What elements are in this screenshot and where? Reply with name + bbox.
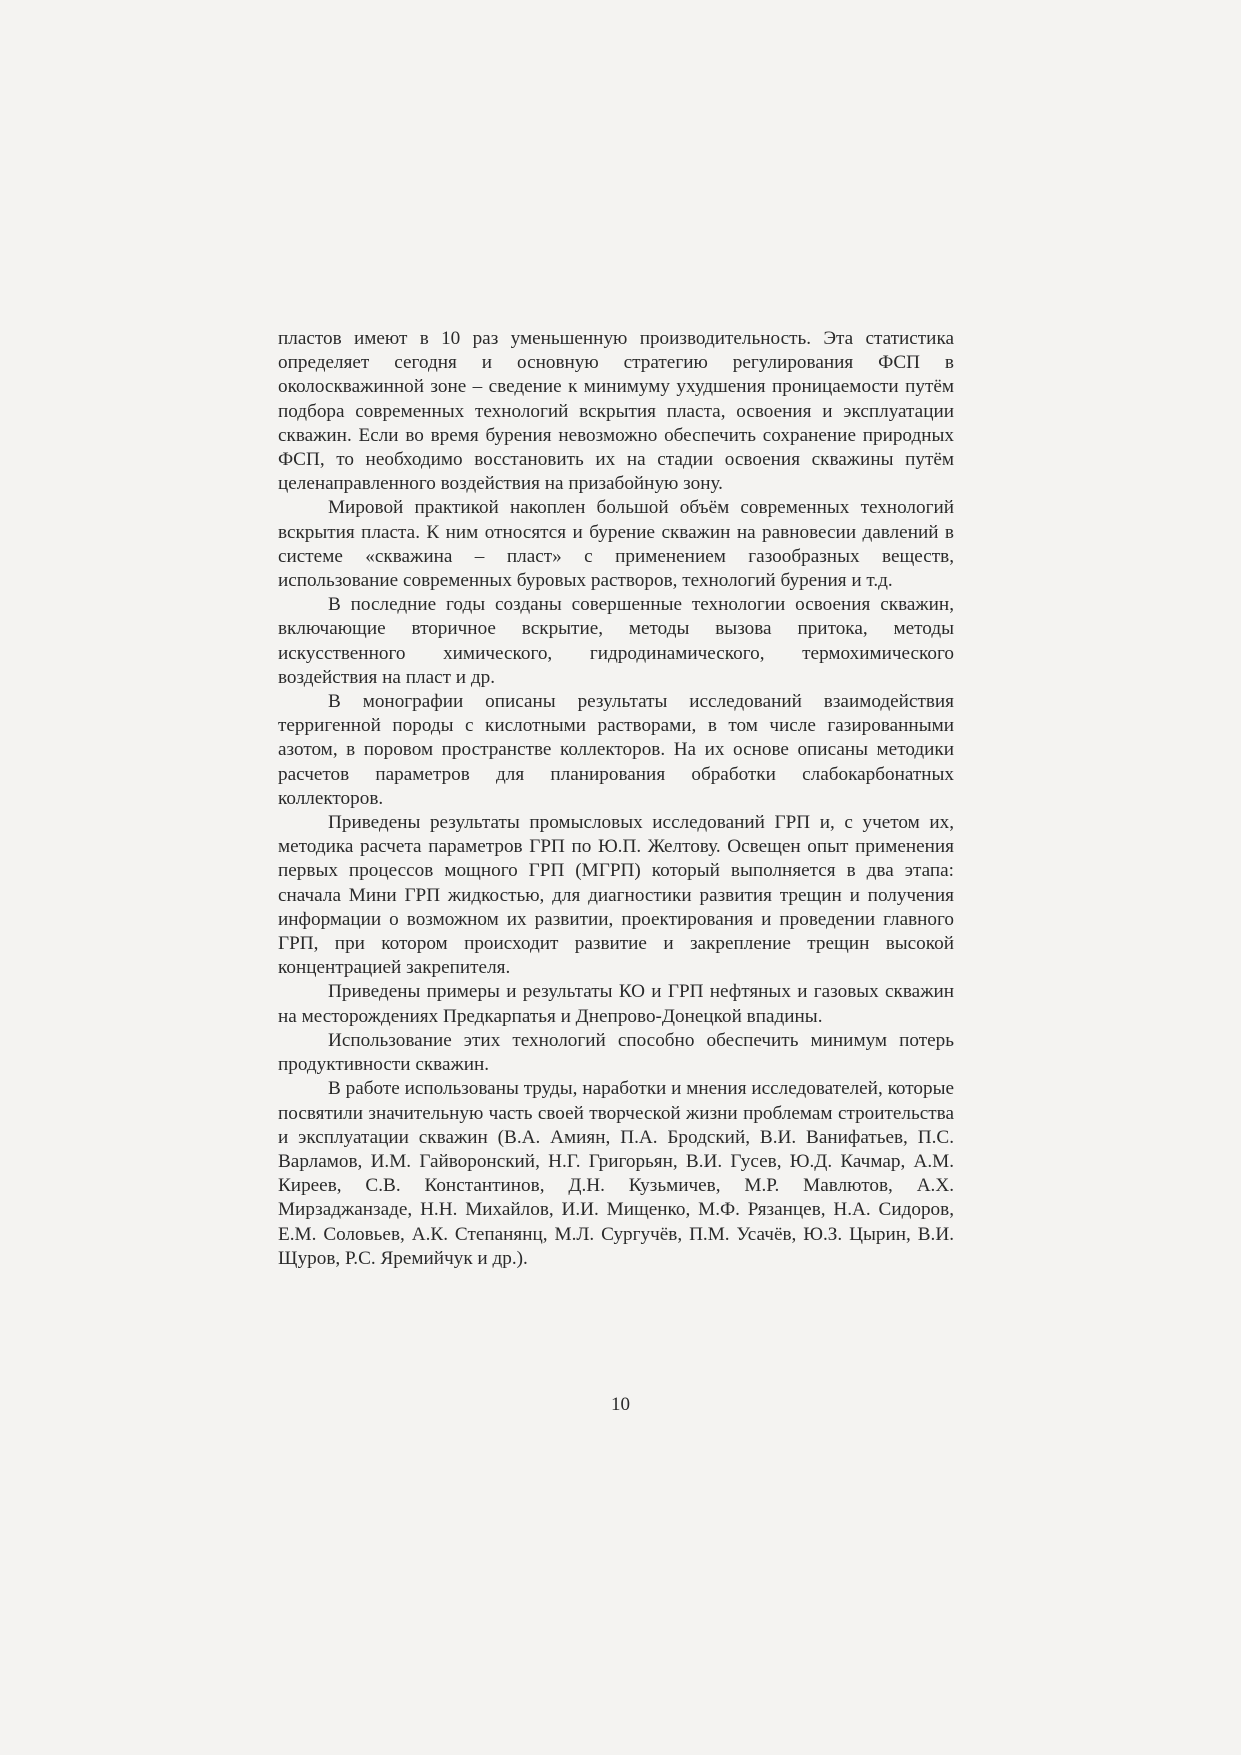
- paragraph-4: В монографии описаны результаты исследований взаимодействия терригенной породы с кислотными растворами, в том числе газированными азотом, в поровом пространстве коллекторов. На их основе описаны методики расчетов параметров для планирования обработки слабокарбонатных коллекторов.: [278, 691, 954, 809]
- paragraph-3: В последние годы созданы совершенные технологии освоения скважин, включающие вторичное вскрытие, методы вызова притока, методы искусственного химического, гидродинамического, термохимического воздействия на пласт и др.: [278, 594, 954, 688]
- paragraph-5: Приведены результаты промысловых исследований ГРП и, с учетом их, методика расчета параметров ГРП по Ю.П. Желтову. Освещен опыт применения первых процессов мощного ГРП (МГРП) который выполняется в два этапа: сначала Мини ГРП жидкостью, для диагностики развития трещин и получения информации о возможном их развитии, проектирования и проведении главного ГРП, при котором происходит развитие и закрепление трещин высокой концентрацией закрепителя.: [278, 812, 954, 979]
- paragraph-2: Мировой практикой накоплен большой объём современных технологий вскрытия пласта. К ним относятся и бурение скважин на равновесии давлений в системе «скважина – пласт» с применением газообразных веществ, использование современных буровых растворов, технологий бурения и т.д.: [278, 497, 954, 592]
- paragraph-6: Приведены примеры и результаты КО и ГРП нефтяных и газовых скважин на месторождениях Предкарпатья и Днепрово-Донецкой впадины.: [278, 981, 954, 1027]
- paragraph-8: В работе использованы труды, наработки и мнения исследователей, которые посвятили значительную часть своей творческой жизни проблемам строительства и эксплуатации скважин (В.А. Амиян, П.А. Бродский, В.И. Ванифатьев, П.С. Варламов, И.М. Гайворонский, Н.Г. Григорьян, В.И. Гусев, Ю.Д. Качмар, А.М. Киреев, С.В. Константинов, Д.Н. Кузьмичев, М.Р. Мавлютов, А.Х. Мирзаджанзаде, Н.Н. Михайлов, И.И. Мищенко, М.Ф. Рязанцев, Н.А. Сидоров, Е.М. Соловьев, А.К. Степанянц, М.Л. Сургучёв, П.М. Усачёв, Ю.З. Цырин, В.И. Щуров, Р.С. Яремийчук и др.).: [278, 1078, 954, 1269]
- paragraph-1: пластов имеют в 10 раз уменьшенную производительность. Эта статистика определяет сегодня и основную стратегию регулирования ФСП в околоскважинной зоне – сведение к минимуму ухудшения проницаемости путём подбора современных технологий вскрытия пласта, освоения и эксплуатации скважин. Если во время бурения невозможно обеспечить сохранение природных ФСП, то необходимо восстановить их на стадии освоения скважины путём целенаправленного воздействия на призабойную зону.: [278, 328, 954, 495]
- body-text: [278, 327, 954, 1271]
- page-number: 10: [611, 1394, 630, 1415]
- paragraph-7: Использование этих технологий способно обеспечить минимум потерь продуктивности скважин.: [278, 1029, 954, 1076]
